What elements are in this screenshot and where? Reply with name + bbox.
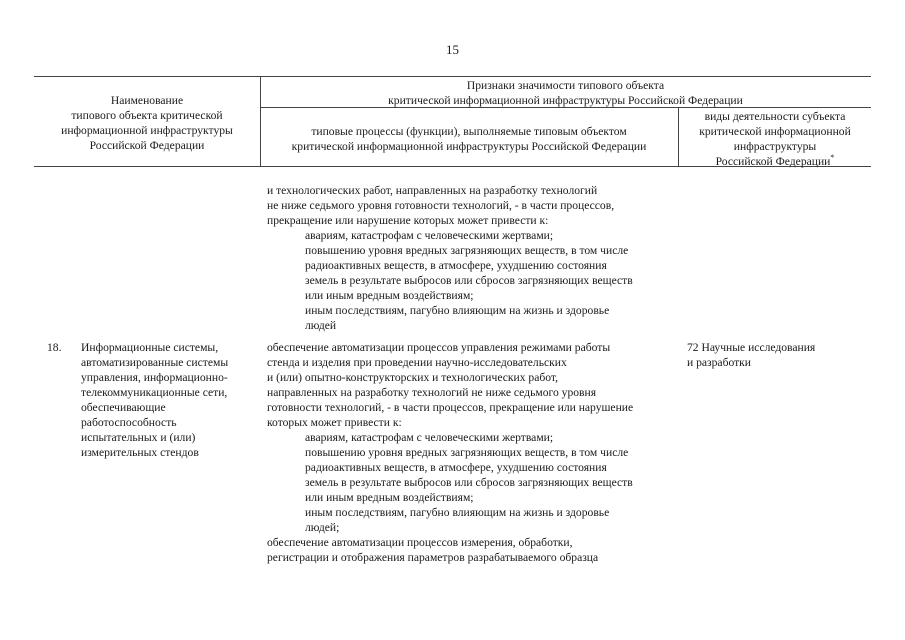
text-line: 72 Научные исследования	[687, 341, 816, 354]
header-significance-group	[262, 78, 869, 108]
column-divider-1	[260, 76, 261, 166]
header-line: типового объекта критической	[71, 109, 223, 122]
column-divider-2	[678, 107, 679, 166]
text-line: земель в результате выбросов или сбросов загрязняющих веществ	[305, 476, 633, 489]
row-object-name	[81, 340, 259, 460]
text-line: регистрации и отображения параметров разрабатываемого образца	[267, 551, 599, 564]
footnote-mark: *	[830, 153, 835, 163]
header-line: критической информационной инфраструктуры Российской Федерации	[291, 140, 647, 153]
text-line: которых может привести к:	[267, 416, 402, 429]
text-line: или иным вредным воздействиям;	[305, 491, 474, 504]
text-line: направленных на разработку технологий не ниже седьмого уровня	[267, 386, 597, 399]
header-line: инфраструктуры	[733, 140, 817, 153]
text-line: работоспособность	[81, 416, 177, 429]
text-line: обеспечивающие	[81, 401, 166, 414]
text-line: стенда и изделия при проведении научно-исследовательских	[267, 356, 567, 369]
header-activity-types	[680, 109, 870, 169]
header-line: критической информационной	[699, 125, 851, 138]
text-line: повышению уровня вредных загрязняющих веществ, в том числе	[305, 244, 629, 257]
header-line: критической информационной инфраструктуры Российской Федерации	[388, 94, 743, 107]
continuation-processes	[267, 183, 687, 333]
header-typical-processes	[262, 124, 676, 154]
text-line: измерительных стендов	[81, 446, 199, 459]
text-line: обеспечение автоматизации процессов управления режимами работы	[267, 341, 611, 354]
text-line: авариям, катастрофам с человеческими жертвами;	[305, 229, 554, 242]
row-processes	[267, 340, 687, 565]
header-line: информационной инфраструктуры	[61, 124, 233, 137]
text-line: радиоактивных веществ, в атмосфере, ухудшению состояния	[305, 259, 607, 272]
text-line: людей;	[305, 521, 340, 534]
header-text: Российской Федерации	[715, 155, 831, 168]
header-object-name	[36, 93, 258, 153]
text-line: и разработки	[687, 356, 752, 369]
row-activity	[687, 340, 867, 370]
text-line: и технологических работ, направленных на разработку технологий	[267, 184, 598, 197]
text-line: авариям, катастрофам с человеческими жертвами;	[305, 431, 554, 444]
header-line: Наименование	[110, 94, 184, 107]
text-line: повышению уровня вредных загрязняющих веществ, в том числе	[305, 446, 629, 459]
page-number: 15	[446, 42, 459, 57]
header-line: типовые процессы (функции), выполняемые типовым объектом	[311, 125, 627, 138]
header-line: Признаки значимости типового объекта	[466, 79, 665, 92]
text-line: или иным вредным воздействиям;	[305, 289, 474, 302]
row-number: 18.	[47, 341, 62, 354]
text-line: прекращение или нарушение которых может привести к:	[267, 214, 549, 227]
text-line: земель в результате выбросов или сбросов загрязняющих веществ	[305, 274, 633, 287]
header-line	[680, 154, 870, 169]
table-top-border	[34, 76, 871, 77]
text-line: людей	[305, 319, 337, 332]
text-line: готовности технологий, - в части процессов, прекращение или нарушение	[267, 401, 634, 414]
text-line: управления, информационно-	[81, 371, 228, 384]
header-line: Российской Федерации	[89, 139, 205, 152]
text-line: Информационные системы,	[81, 341, 219, 354]
header-line: виды деятельности субъекта	[704, 110, 846, 123]
text-line: иным последствиям, пагубно влияющим на жизнь и здоровье	[305, 506, 610, 519]
text-line: радиоактивных веществ, в атмосфере, ухудшению состояния	[305, 461, 607, 474]
text-line: обеспечение автоматизации процессов измерения, обработки,	[267, 536, 573, 549]
text-line: телекоммуникационные сети,	[81, 386, 228, 399]
text-line: автоматизированные системы	[81, 356, 229, 369]
text-line: иным последствиям, пагубно влияющим на жизнь и здоровье	[305, 304, 610, 317]
text-line: и (или) опытно-конструкторских и технологических работ,	[267, 371, 559, 384]
text-line: испытательных и (или)	[81, 431, 196, 444]
text-line: не ниже седьмого уровня готовности технологий, - в части процессов,	[267, 199, 615, 212]
